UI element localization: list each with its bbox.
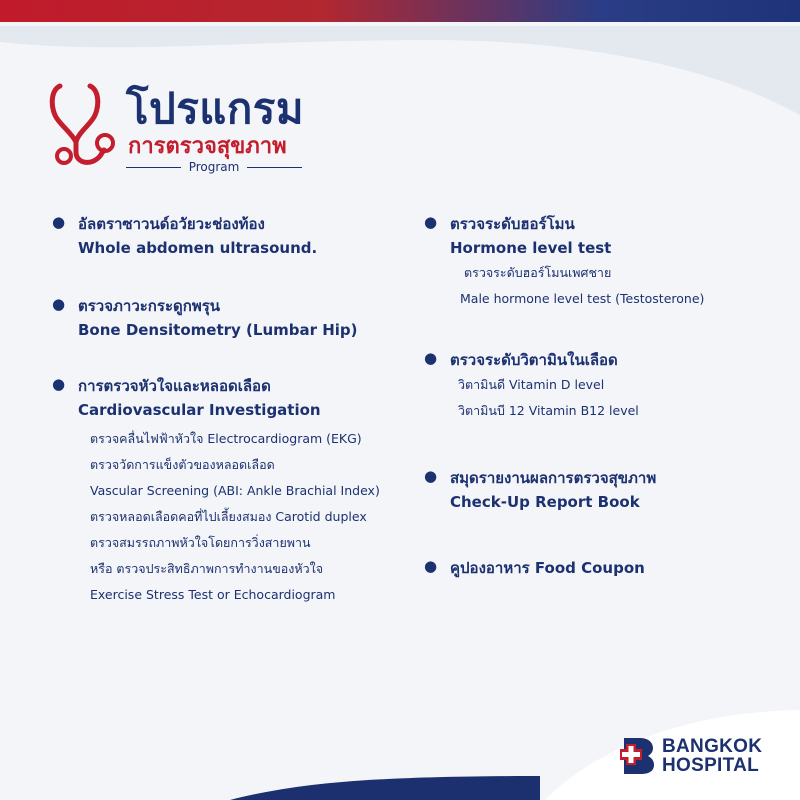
program-rule-left [126, 167, 181, 168]
sub-item: หรือ ตรวจประสิทธิภาพการทำงานของหัวใจ [90, 561, 324, 576]
list-item-bone-density [52, 294, 412, 342]
logo-line-2: HOSPITAL [662, 755, 760, 776]
item-thai-label: ตรวจระดับวิตามินในเลือด [450, 351, 618, 369]
item-thai-label: สมุดรายงานผลการตรวจสุขภาพ [450, 469, 657, 487]
item-english-label: Hormone level test [450, 239, 612, 257]
item-english-label: Whole abdomen ultrasound. [78, 239, 318, 257]
item-thai-label: ตรวจภาวะกระดูกพรุน [78, 297, 221, 315]
item-thai-label: การตรวจหัวใจและหลอดเลือด [78, 377, 271, 395]
bullet-dot-icon: ● [52, 375, 66, 393]
list-item-food-coupon [424, 556, 764, 580]
sub-item: ตรวจระดับฮอร์โมนเพศชาย [464, 265, 612, 280]
item-thai-label: คูปองอาหาร Food Coupon [450, 559, 645, 577]
logo-wordmark [662, 737, 762, 775]
list-item-vitamin [424, 348, 764, 424]
sub-item: วิตามินดี Vitamin D level [458, 377, 605, 392]
sub-item: ตรวจคลื่นไฟฟ้าหัวใจ Electrocardiogram (EKG) [90, 431, 362, 446]
program-label-text: Program [188, 160, 240, 174]
hospital-logo-icon [620, 736, 656, 776]
program-rule-right [247, 167, 302, 168]
sub-item: ตรวจสมรรถภาพหัวใจโดยการวิ่งสายพาน [90, 535, 311, 550]
item-english-label: Check-Up Report Book [450, 493, 640, 511]
right-column [424, 212, 764, 580]
logo-line-1: BANGKOK [662, 736, 763, 757]
item-english-label: Cardiovascular Investigation [78, 401, 321, 419]
bullet-dot-icon: ● [52, 295, 66, 313]
bullet-dot-icon: ● [424, 349, 438, 367]
sub-item: ตรวจวัดการแข็งตัวของหลอดเลือด [90, 457, 275, 472]
bullet-dot-icon: ● [52, 213, 66, 231]
item-thai-label: ตรวจระดับฮอร์โมน [450, 215, 575, 233]
bullet-dot-icon: ● [424, 557, 438, 575]
stethoscope-icon [48, 80, 118, 175]
sub-item: Exercise Stress Test or Echocardiogram [90, 587, 336, 602]
program-label [126, 160, 302, 174]
list-item-report-book [424, 466, 764, 514]
page-title: โปรแกรม [126, 84, 305, 133]
sub-item: ตรวจหลอดเลือดคอที่ไปเลี้ยงสมอง Carotid duplex [90, 509, 367, 524]
list-item-abdomen-ultrasound [52, 212, 412, 260]
vitamin-sub-list [450, 372, 764, 424]
item-english-label: Bone Densitometry (Lumbar Hip) [78, 321, 358, 339]
cardio-sub-list [78, 426, 412, 608]
sub-item: วิตามินบี 12 Vitamin B12 level [458, 403, 639, 418]
sub-item: Male hormone level test (Testosterone) [460, 291, 705, 306]
left-column [52, 212, 412, 608]
page-subtitle: การตรวจสุขภาพ [128, 134, 287, 159]
item-thai-label: อัลตราซาวนด์อวัยวะช่องท้อง [78, 215, 265, 233]
sub-item: Vascular Screening (ABI: Ankle Brachial Index) [90, 483, 380, 498]
bangkok-hospital-logo [620, 736, 762, 776]
list-item-cardiovascular [52, 374, 412, 608]
list-item-hormone [424, 212, 764, 312]
bullet-dot-icon: ● [424, 467, 438, 485]
bullet-dot-icon: ● [424, 213, 438, 231]
hormone-sub-list [450, 260, 764, 312]
